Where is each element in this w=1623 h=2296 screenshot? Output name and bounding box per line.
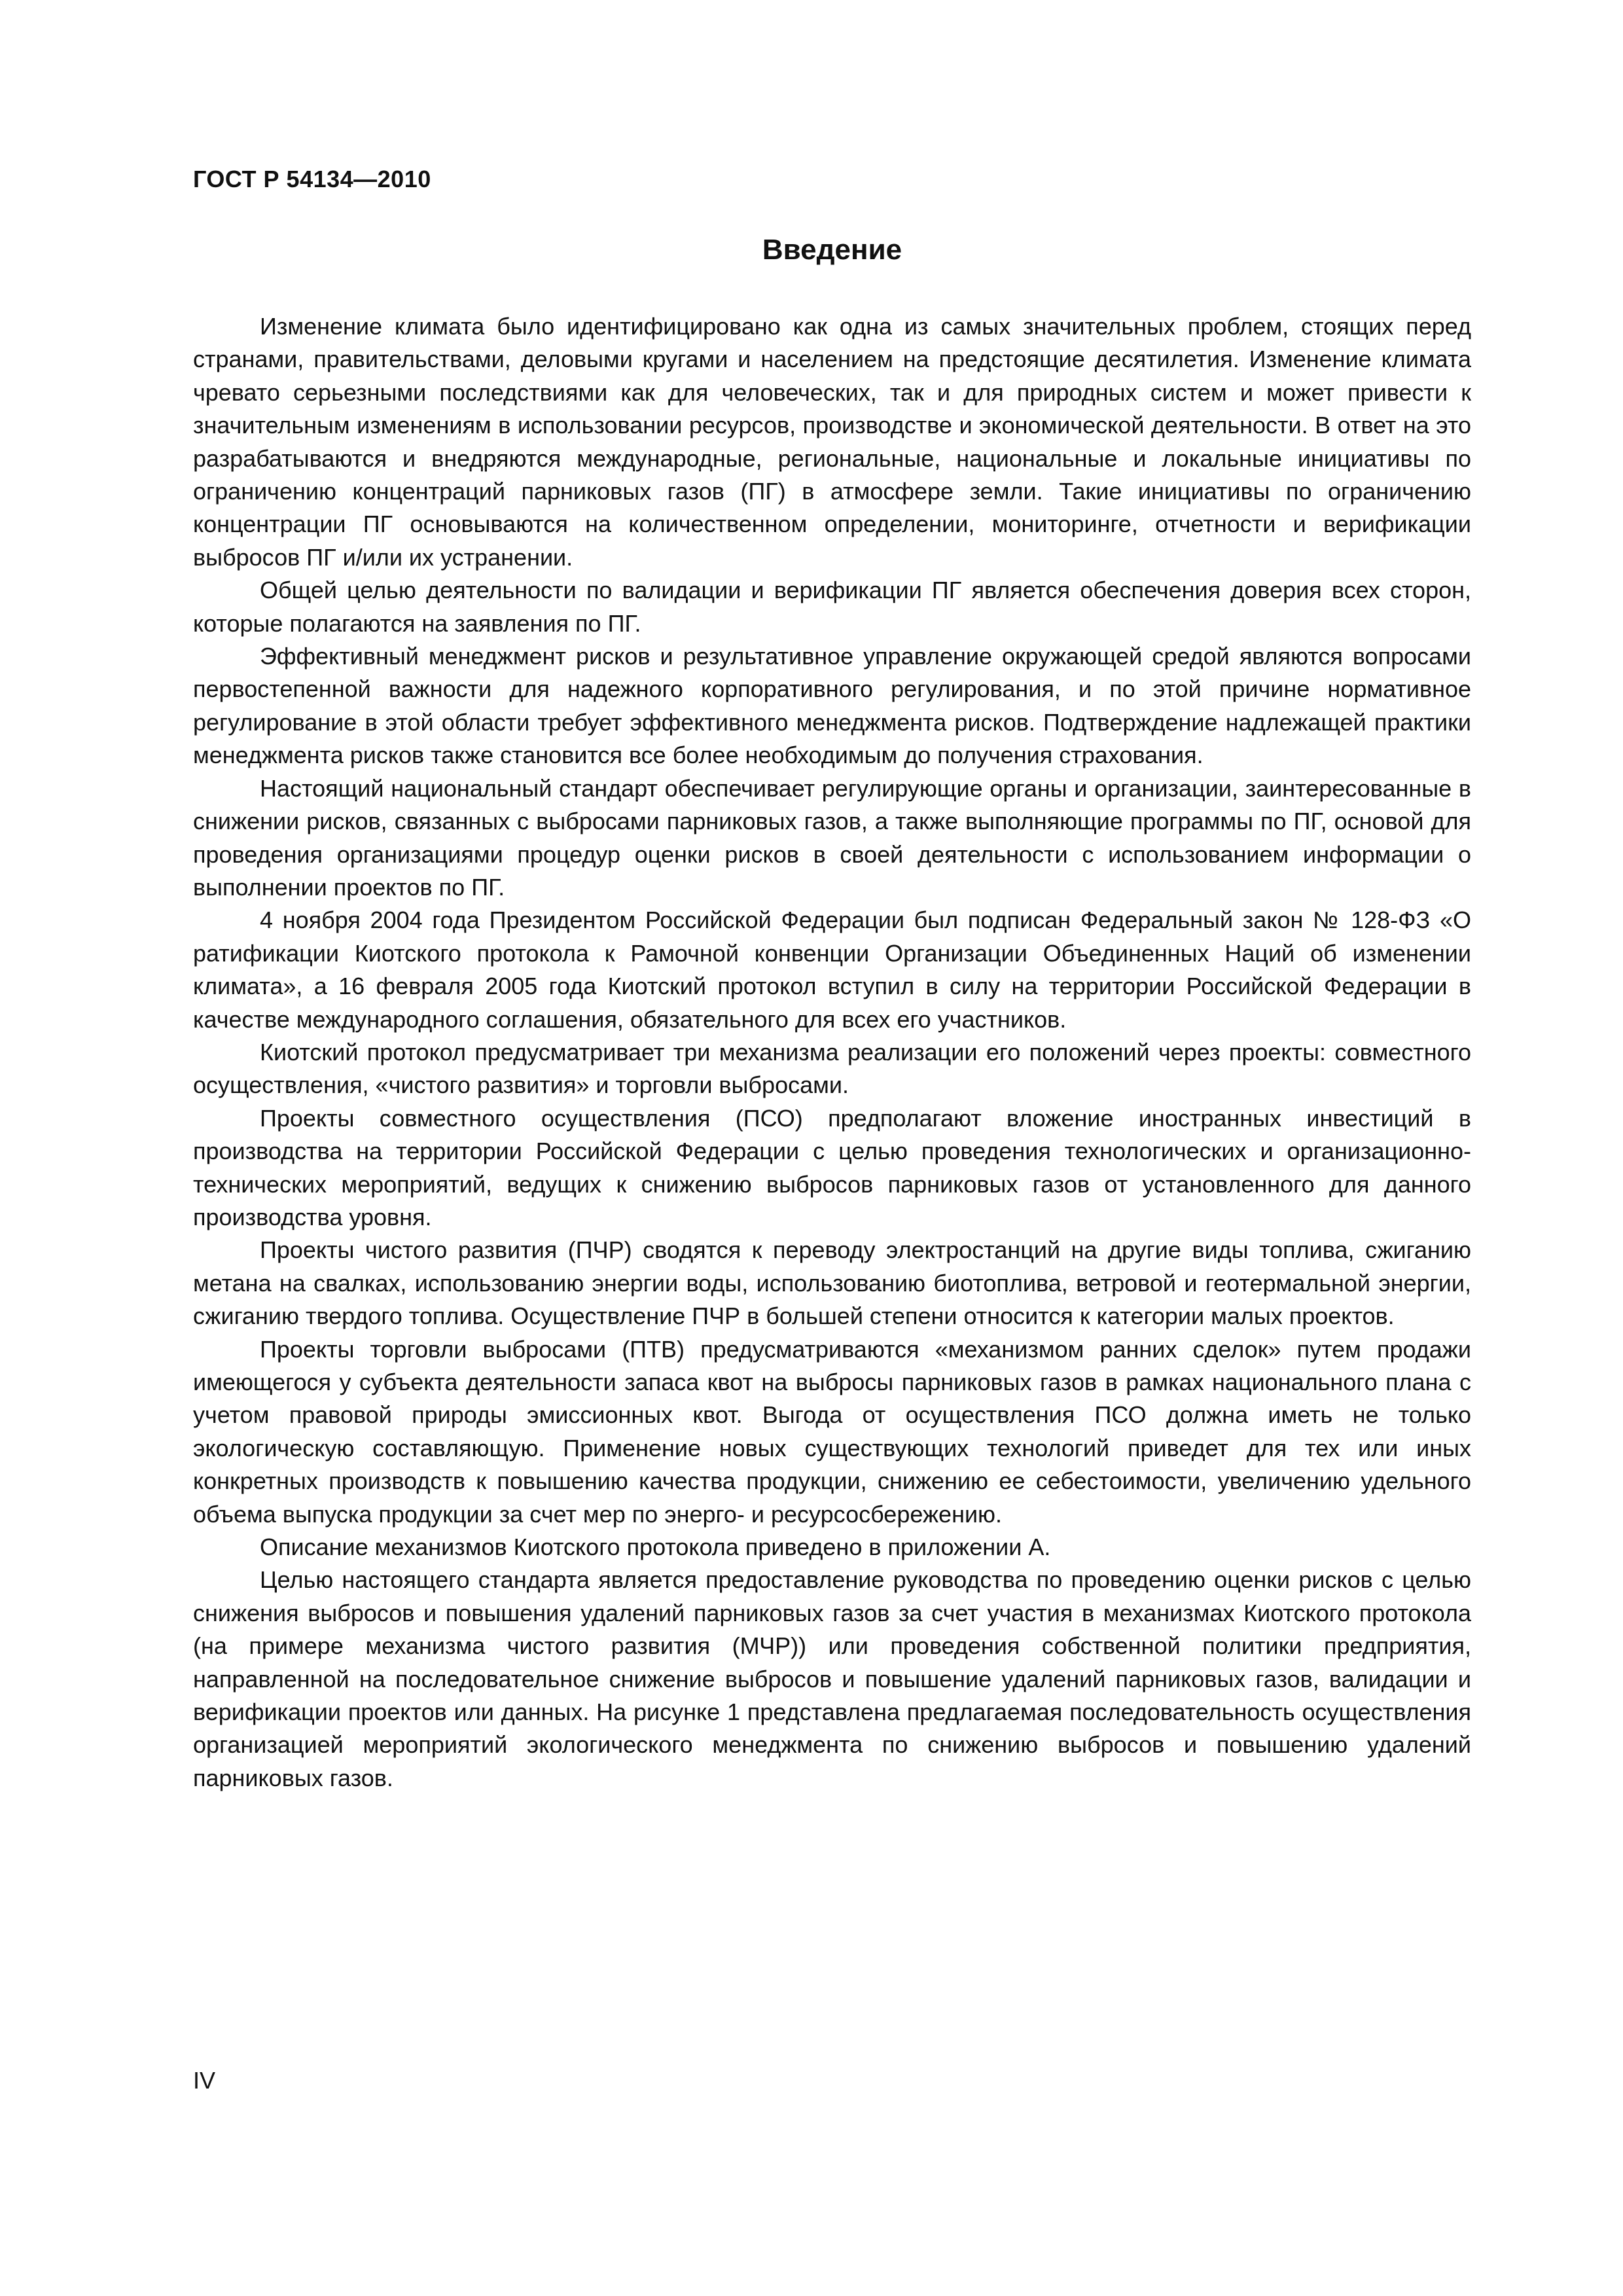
paragraph: Проекты совместного осуществления (ПСО) предполагают вложение иностранных инвестиций в производства на территории Российской Федерации с целью проведения технологических и организационно-технических мероприятий, ведущих к снижению выбросов парниковых газов от установленного для данного производства уровня.: [193, 1104, 1471, 1230]
section-title: Введение: [762, 234, 902, 266]
document-header: ГОСТ Р 54134—2010: [193, 166, 431, 192]
paragraph: Эффективный менеджмент рисков и результативное управление окружающей средой являются вопросами первостепенной важности для надежного корпоративного регулирования, и по этой причине нормативное регулирование в этой области требует эффективного менеджмента рисков. Подтверждение надлежащей практики менеджмента рисков также становится все более необходимым до получения страхования.: [193, 643, 1471, 769]
paragraph: Общей целью деятельности по валидации и верификации ПГ является обеспечения доверия всех сторон, которые полагаются на заявления по ПГ.: [193, 577, 1471, 637]
paragraph: Изменение климата было идентифицировано как одна из самых значительных проблем, стоящих перед странами, правительствами, деловыми кругами и населением на предстоящие десятилетия. Изменение климата чревато серьезными последствиями как для человеческих, так и для природных систем и может привести к значительным изменениям в использовании ресурсов, производстве и экономической деятельности. В ответ на это разрабатываются и внедряются международные, региональные, национальные и локальные инициативы по ограничению концентраций парниковых газов (ПГ) в атмосфере земли. Такие инициативы по ограничению концентрации ПГ основываются на количественном определении, мониторинге, отчетности и верификации выбросов ПГ и/или их устранении.: [193, 313, 1471, 571]
paragraph: Настоящий национальный стандарт обеспечивает регулирующие органы и организации, заинтересованные в снижении рисков, связанных с выбросами парниковых газов, а также выполняющие программы по ПГ, основой для проведения организациями процедур оценки рисков в своей деятельности с использованием информации о выполнении проектов по ПГ.: [193, 774, 1471, 901]
page-number: IV: [193, 2067, 216, 2094]
paragraph: Проекты торговли выбросами (ПТВ) предусматриваются «механизмом ранних сделок» путем продажи имеющегося у субъекта деятельности запаса квот на выбросы парниковых газов в рамках национального плана с учетом правовой природы эмиссионных квот. Выгода от осуществления ПСО должна иметь не только экологическую составляющую. Применение новых существующих технологий приведет для тех или иных конкретных производств к повышению качества продукции, снижению ее себестоимости, увеличению удельного объема выпуска продукции за счет мер по энерго- и ресурсосбережению.: [193, 1335, 1471, 1528]
body-text: [193, 310, 1471, 1795]
paragraph: 4 ноября 2004 года Президентом Российской Федерации был подписан Федеральный закон № 128-ФЗ «О ратификации Киотского протокола к Рамочной конвенции Организации Объединенных Наций об изменении климата», а 16 февраля 2005 года Киотский протокол вступил в силу на территории Российской Федерации в качестве международного соглашения, обязательного для всех его участников.: [193, 906, 1471, 1033]
paragraph: Проекты чистого развития (ПЧР) сводятся к переводу электростанций на другие виды топлива, сжиганию метана на свалках, использованию энергии воды, использованию биотоплива, ветровой и геотермальной энергии, сжиганию твердого топлива. Осуществление ПЧР в большей степени относится к категории малых проектов.: [193, 1236, 1471, 1330]
paragraph: Целью настоящего стандарта является предоставление руководства по проведению оценки рисков с целью снижения выбросов и повышения удалений парниковых газов за счет участия в механизмах Киотского протокола (на примере механизма чистого развития (МЧР)) или проведения собственной политики предприятия, направленной на последовательное снижение выбросов и повышение удалений парниковых газов, валидации и верификации проектов или данных. На рисунке 1 представлена предлагаемая последовательность осуществления организацией мероприятий экологического менеджмента по снижению выбросов и повышению удалений парниковых газов.: [193, 1566, 1471, 1791]
paragraph: Описание механизмов Киотского протокола приведено в приложении А.: [260, 1534, 1051, 1561]
paragraph: Киотский протокол предусматривает три механизма реализации его положений через проекты: совместного осуществления, «чистого развития» и торговли выбросами.: [193, 1038, 1471, 1099]
